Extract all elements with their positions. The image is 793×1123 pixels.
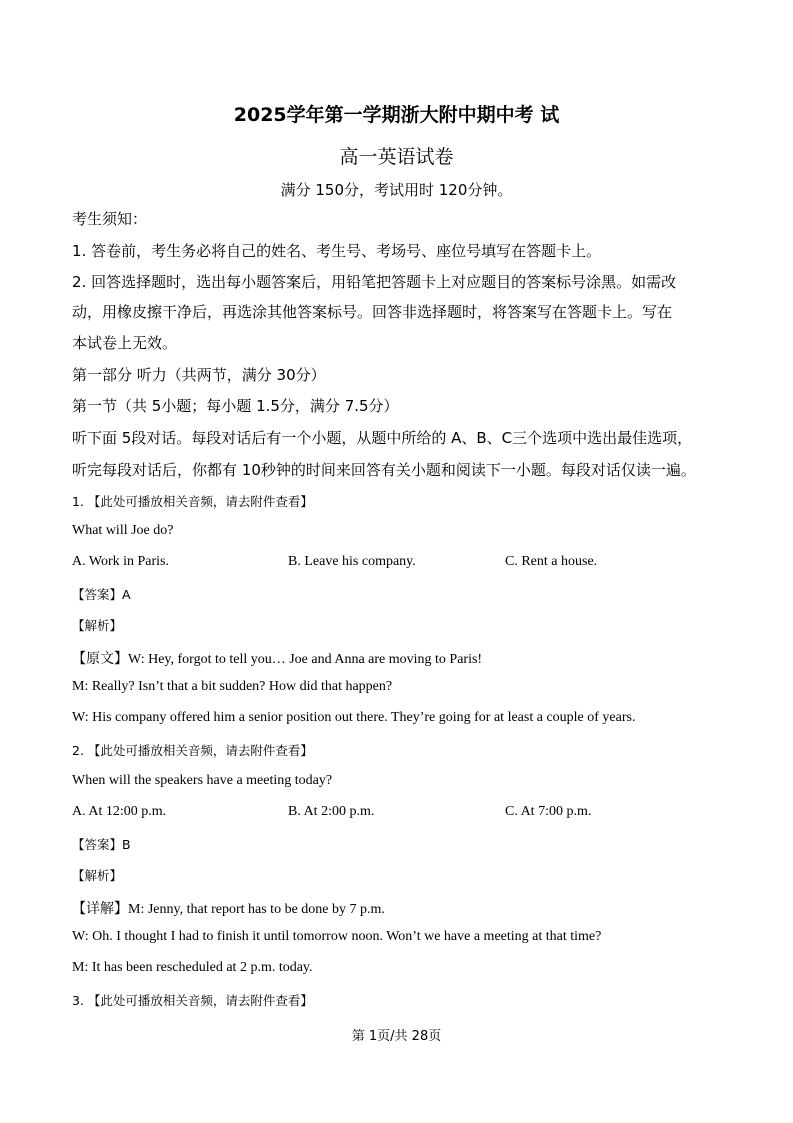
option-c: C. At 7:00 p.m. [505, 804, 592, 819]
audio-note[interactable]: 3. 【此处可播放相关音频，请去附件查看】 [72, 993, 313, 1008]
exam-subtitle: 高一英语试卷 [339, 146, 454, 168]
option-a: A. Work in Paris. [72, 554, 170, 569]
transcript-line: M: It has been rescheduled at 2 p.m. today. [72, 960, 313, 975]
option-b: B. At 2:00 p.m. [288, 804, 375, 819]
transcript-line: W: Oh. I thought I had to finish it until tomorrow noon. Won’t we have a meeting at that time? [72, 929, 602, 944]
transcript-line: 【详解】M: Jenny, that report has to be done by 7 p.m. [72, 902, 385, 917]
audio-note[interactable]: 1. 【此处可播放相关音频，请去附件查看】 [72, 494, 313, 509]
instruction-item-2-line-2: 动，用橡皮擦干净后，再选涂其他答案标号。回答非选择题时，将答案写在答题卡上。写在 [72, 303, 673, 321]
analysis-label: 【解析】 [72, 868, 123, 883]
exam-title: 2025学年第一学期浙大附中期中考 试 [233, 104, 560, 126]
instructions-heading: 考生须知： [72, 210, 148, 228]
section1-heading: 第一节（共 5小题；每小题 1.5分，满分 7.5分） [72, 397, 399, 415]
score-note: 满分 150分，考试用时 120分钟。 [280, 181, 513, 199]
question-stem: When will the speakers have a meeting today? [72, 773, 333, 788]
page-number: 第 1页/共 28页 [351, 1029, 442, 1044]
analysis-label: 【解析】 [72, 618, 123, 633]
option-a: A. At 12:00 p.m. [72, 804, 167, 819]
directions-line-1: 听下面 5段对话。每段对话后有一个小题，从题中所给的 A、B、C三个选项中选出最佳选项， [72, 429, 693, 447]
transcript-line: 【原文】W: Hey, forgot to tell you… Joe and Anna are moving to Paris! [72, 652, 483, 667]
instruction-item-2-line-3: 本试卷上无效。 [72, 334, 178, 352]
question-stem: What will Joe do? [72, 523, 174, 538]
instruction-item-1: 1. 答卷前，考生务必将自己的姓名、考生号、考场号、座位号填写在答题卡上。 [72, 242, 602, 260]
part1-heading: 第一部分 听力（共两节，满分 30分） [72, 366, 326, 384]
transcript-line: W: His company offered him a senior position out there. They’re going for at least a couple of years. [72, 710, 636, 725]
instruction-item-2-line-1: 2. 回答选择题时，选出每小题答案后，用铅笔把答题卡上对应题目的答案标号涂黑。如需改 [72, 273, 677, 291]
answer-label: 【答案】A [72, 587, 131, 602]
audio-note[interactable]: 2. 【此处可播放相关音频，请去附件查看】 [72, 743, 313, 758]
option-b: B. Leave his company. [288, 554, 416, 569]
directions-line-2: 听完每段对话后，你都有 10秒钟的时间来回答有关小题和阅读下一小题。每段对话仅读一遍。 [72, 461, 696, 479]
option-c: C. Rent a house. [505, 554, 598, 569]
transcript-line: M: Really? Isn’t that a bit sudden? How did that happen? [72, 679, 393, 694]
answer-label: 【答案】B [72, 837, 131, 852]
